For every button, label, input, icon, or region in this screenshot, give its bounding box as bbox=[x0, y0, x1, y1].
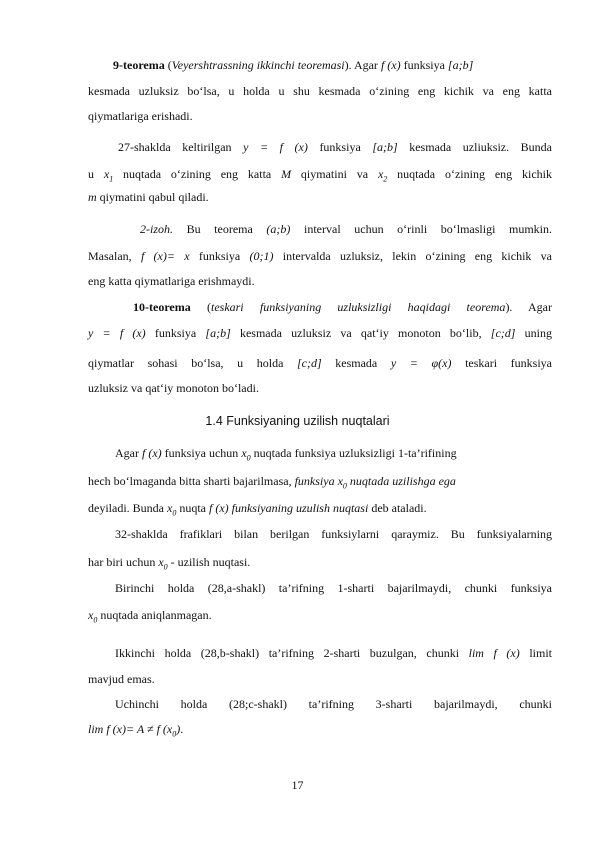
text-line: har biri uchun $x_0$ - uzilish nuqtasi. bbox=[88, 555, 251, 572]
text-line: qiymatlar sohasi bo‘lsa, u holda [c;d] kesmada y = φ(x) teskari funksiya bbox=[88, 356, 552, 370]
text-line: 9-teorema (Veyershtrassning ikkinchi teoremasi). Agar f (x) funksiya [a;b] bbox=[113, 58, 474, 72]
page-number: 17 bbox=[291, 778, 304, 792]
text-line: eng katta qiymatlariga erishmaydi. bbox=[88, 274, 255, 288]
text-line: y = f (x) funksiya [a;b] kesmada uzluksiz va qat‘iy monoton bo‘lib, [c;d] uning bbox=[88, 326, 553, 340]
text-line: 27-shaklda keltirilgan y = f (x) funksiya [a;b] kesmada uzliuksiz. Bunda bbox=[118, 140, 552, 154]
text-line: kesmada uzluksiz bo‘lsa, u holda u shu kesmada o‘zining eng kichik va eng katta bbox=[88, 84, 552, 98]
text-line: 32-shaklda frafiklari bilan berilgan funksiylarni qaraymiz. Bu funksiyalarning bbox=[115, 527, 552, 541]
text-line: Uchinchi holda (28;c-shakl) ta’rifning 3-sharti bajarilmaydi, chunki bbox=[115, 697, 552, 711]
text-line: mavjud emas. bbox=[88, 672, 155, 686]
section-heading: 1.4 Funksiyaning uzilish nuqtalari bbox=[205, 414, 390, 428]
text-line: 2-izoh. Bu teorema (a;b) interval uchun o‘rinli bo‘lmasligi mumkin. bbox=[140, 222, 552, 236]
text-line: u $x_1$ nuqtada o‘zining eng katta M qiymatini va $x_2$ nuqtada o‘zining eng kichik bbox=[88, 167, 553, 184]
text-line: hech bo‘lmaganda bitta sharti bajarilmasa, funksiya $x_0$ nuqtada uzilishga ega bbox=[88, 474, 456, 491]
text-line: uzluksiz va qat‘iy monoton bo‘ladi. bbox=[88, 381, 259, 395]
text-line: qiymatlariga erishadi. bbox=[88, 109, 193, 123]
text-line: $x_0$ nuqtada aniqlanmagan. bbox=[88, 608, 212, 625]
text-line: Masalan, f (x)= x funksiya (0;1) intervalda uzluksiz, lekin o‘zining eng kichik va bbox=[88, 249, 553, 263]
text-line: Agar f (x) funksiya uchun $x_0$ nuqtada funksiya uzluksizligi 1-ta’rifining bbox=[115, 446, 457, 463]
text-line: lim f (x)= A ≠ f $(x_0)$. bbox=[88, 722, 184, 739]
text-line: m qiymatini qabul qiladi. bbox=[88, 190, 209, 204]
text-line: 10-teorema (teskari funksiyaning uzluksizligi haqidagi teorema). Agar bbox=[133, 300, 552, 314]
text-line: deyiladi. Bunda $x_0$ nuqta f (x) funksiyaning uzulish nuqtasi deb ataladi. bbox=[88, 501, 427, 518]
text-line: Birinchi holda (28,a-shakl) ta’rifning 1-sharti bajarilmaydi, chunki funksiya bbox=[115, 581, 552, 595]
text-line: Ikkinchi holda (28,b-shakl) ta’rifning 2-sharti buzulgan, chunki lim f (x) limit bbox=[115, 646, 552, 660]
